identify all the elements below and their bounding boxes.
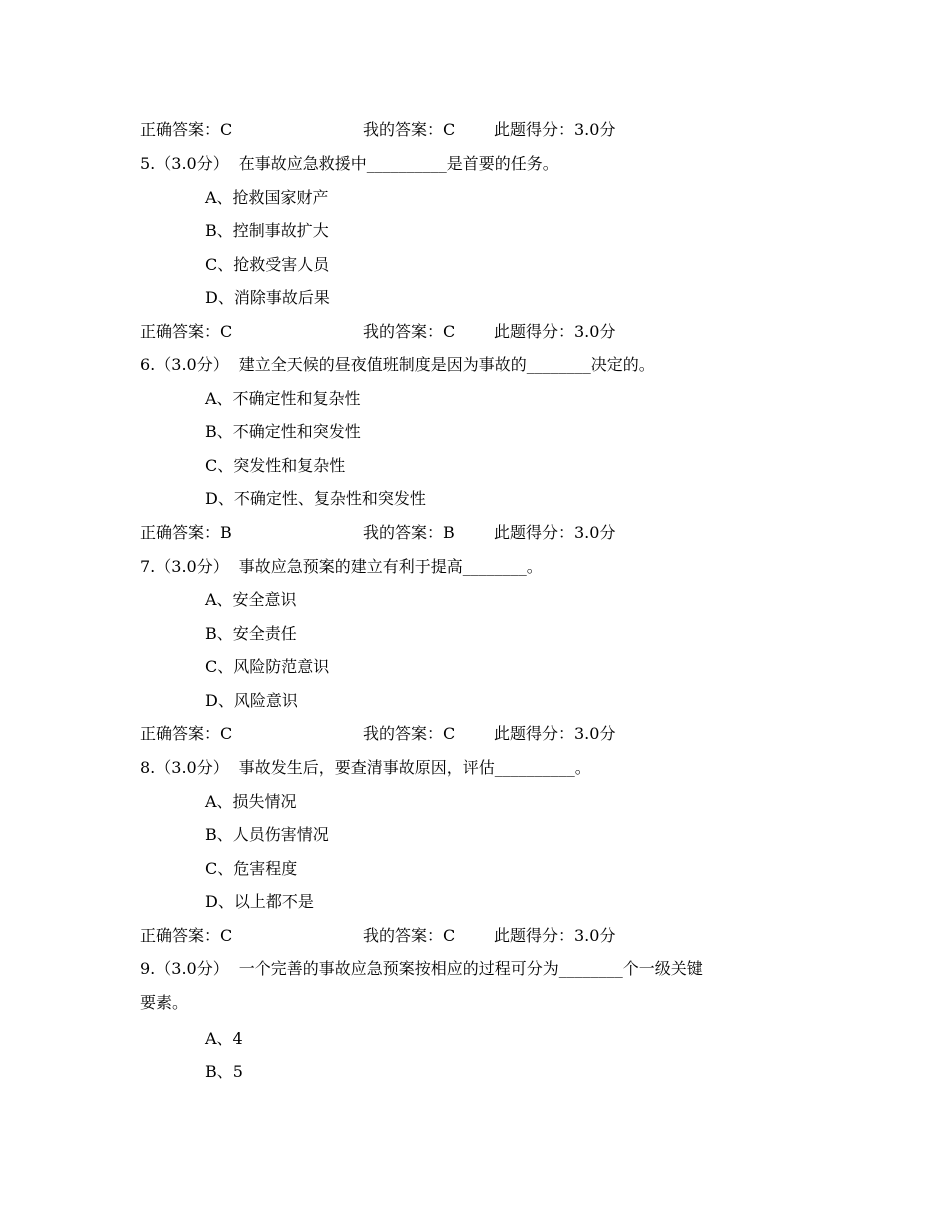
option-c: C、风险防范意识 xyxy=(205,657,330,676)
option-b: B、5 xyxy=(205,1062,243,1081)
question-8 xyxy=(140,751,591,785)
option-a: A、抢救国家财产 xyxy=(205,188,329,207)
question-9 xyxy=(140,952,703,986)
answer-row xyxy=(140,113,840,147)
question-stem: 建立全天候的昼夜值班制度是因为事故的________决定的。 xyxy=(238,355,655,374)
correct-answer: 正确答案：C xyxy=(140,926,233,945)
option-a: A、损失情况 xyxy=(205,792,297,811)
option-b: B、人员伤害情况 xyxy=(205,825,329,844)
question-number: 9.（3.0分） xyxy=(140,959,229,978)
question-number: 7.（3.0分） xyxy=(140,557,229,576)
my-answer: 我的答案：B xyxy=(363,523,455,542)
correct-answer: 正确答案：B xyxy=(140,523,232,542)
question-score: 此题得分：3.0分 xyxy=(494,322,616,341)
correct-answer: 正确答案：C xyxy=(140,120,233,139)
correct-answer: 正确答案：C xyxy=(140,724,233,743)
option-b: B、不确定性和突发性 xyxy=(205,422,361,441)
option-c: C、突发性和复杂性 xyxy=(205,456,346,475)
option-c: C、危害程度 xyxy=(205,859,298,878)
answer-row xyxy=(140,516,840,550)
question-stem: 一个完善的事故应急预案按相应的过程可分为________个一级关键 xyxy=(238,959,703,978)
my-answer: 我的答案：C xyxy=(363,926,456,945)
question-6 xyxy=(140,348,655,382)
option-a: A、4 xyxy=(205,1029,243,1048)
answer-row xyxy=(140,919,840,953)
option-b: B、安全责任 xyxy=(205,624,297,643)
question-7 xyxy=(140,550,543,584)
option-c: C、抢救受害人员 xyxy=(205,255,330,274)
question-5 xyxy=(140,147,559,181)
question-stem: 事故应急预案的建立有利于提高________。 xyxy=(238,557,543,576)
my-answer: 我的答案：C xyxy=(363,322,456,341)
question-stem: 在事故应急救援中__________是首要的任务。 xyxy=(238,154,559,173)
option-d: D、消除事故后果 xyxy=(205,288,330,307)
question-number: 5.（3.0分） xyxy=(140,154,229,173)
question-score: 此题得分：3.0分 xyxy=(494,523,616,542)
option-b: B、控制事故扩大 xyxy=(205,221,329,240)
my-answer: 我的答案：C xyxy=(363,120,456,139)
question-stem-continued: 要素。 xyxy=(140,993,189,1012)
option-d: D、风险意识 xyxy=(205,691,298,710)
answer-row xyxy=(140,717,840,751)
question-score: 此题得分：3.0分 xyxy=(494,120,616,139)
option-a: A、安全意识 xyxy=(205,590,297,609)
option-d: D、不确定性、复杂性和突发性 xyxy=(205,489,426,508)
question-stem: 事故发生后，要查清事故原因，评估__________。 xyxy=(238,758,591,777)
option-a: A、不确定性和复杂性 xyxy=(205,389,361,408)
question-score: 此题得分：3.0分 xyxy=(494,926,616,945)
my-answer: 我的答案：C xyxy=(363,724,456,743)
question-score: 此题得分：3.0分 xyxy=(494,724,616,743)
correct-answer: 正确答案：C xyxy=(140,322,233,341)
option-d: D、以上都不是 xyxy=(205,892,314,911)
question-number: 6.（3.0分） xyxy=(140,355,229,374)
answer-row xyxy=(140,315,840,349)
question-number: 8.（3.0分） xyxy=(140,758,229,777)
